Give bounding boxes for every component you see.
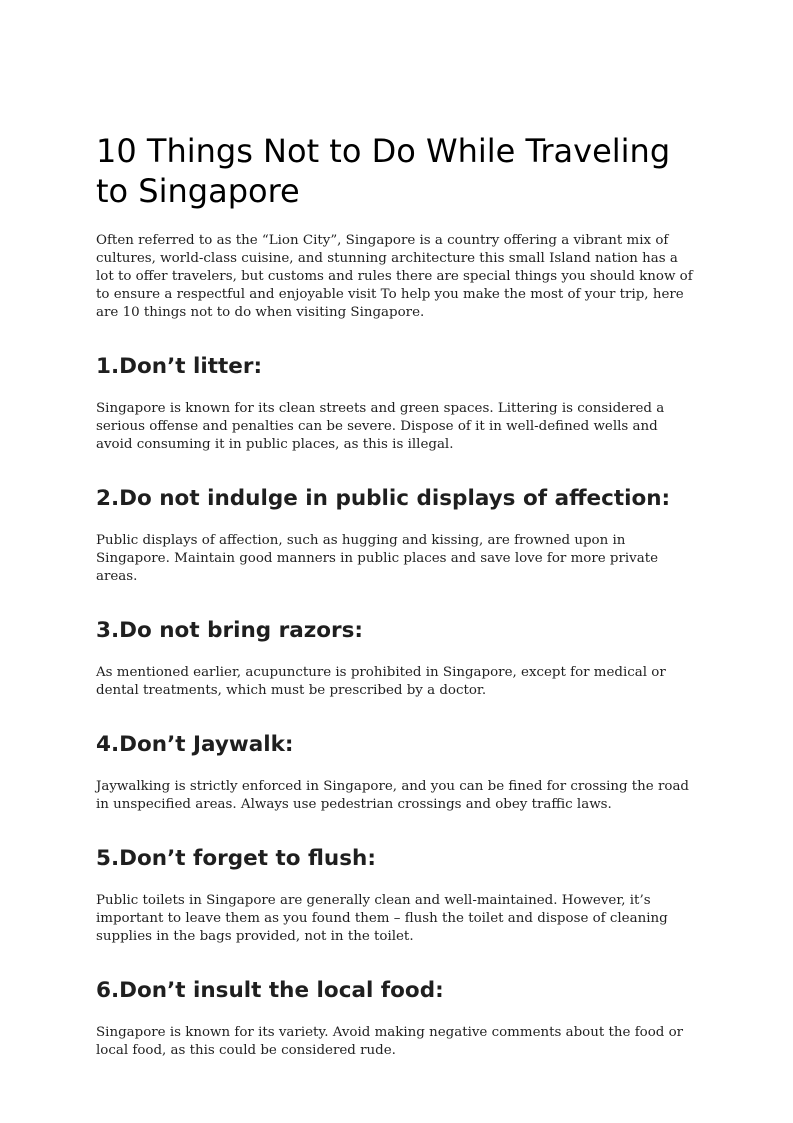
section-1 — [96, 354, 696, 454]
section-4 — [96, 732, 696, 814]
section-heading-text: Don’t Jaywalk: — [119, 732, 294, 757]
section-number: 1. — [96, 354, 120, 379]
section-body: Public toilets in Singapore are generally clean and well-maintained. However, it’s important to leave them as you found them – flush the toilet and dispose of cleaning supplies in the bags provided, not in the toilet. — [96, 893, 668, 944]
section-body: Singapore is known for its variety. Avoid making negative comments about the food or local food, as this could be considered rude. — [96, 1025, 684, 1058]
section-6 — [96, 978, 696, 1060]
section-heading-text: Do not indulge in public displays of affection: — [119, 486, 671, 511]
section-body: Jaywalking is strictly enforced in Singapore, and you can be fined for crossing the road in unspecified areas. Always use pedestrian crossings and obey traffic laws. — [96, 779, 690, 812]
section-heading — [96, 486, 696, 512]
section-number: 6. — [96, 978, 120, 1003]
section-heading — [96, 978, 696, 1004]
section-2 — [96, 486, 696, 586]
page-title: 10 Things Not to Do While Traveling to Singapore — [96, 132, 671, 210]
section-number: 5. — [96, 846, 120, 871]
section-heading-text: Don’t insult the local food: — [119, 978, 444, 1003]
section-heading — [96, 354, 696, 380]
section-heading-text: Don’t litter: — [119, 354, 263, 379]
section-number: 2. — [96, 486, 120, 511]
intro-paragraph: Often referred to as the “Lion City”, Singapore is a country offering a vibrant mix of cultures, world-class cuisine, and stunning architecture this small Island nation has a lot to offer travelers, but customs and rules there are special things you should know of to ensure a respectful and enjoyable visit To help you make the most of your trip, here are 10 things not to do when visiting Singapore. — [96, 233, 693, 320]
section-number: 3. — [96, 618, 120, 643]
section-heading — [96, 618, 696, 644]
section-body: As mentioned earlier, acupuncture is prohibited in Singapore, except for medical or dental treatments, which must be prescribed by a doctor. — [96, 665, 666, 698]
section-body: Public displays of affection, such as hugging and kissing, are frowned upon in Singapore. Maintain good manners in public places and save love for more private areas. — [96, 533, 659, 584]
section-heading — [96, 732, 696, 758]
document-page — [96, 131, 696, 1060]
section-heading — [96, 846, 696, 872]
section-heading-text: Do not bring razors: — [119, 618, 364, 643]
section-3 — [96, 618, 696, 700]
section-body: Singapore is known for its clean streets and green spaces. Littering is considered a serious offense and penalties can be severe. Dispose of it in well-defined wells and avoid consuming it in public places, as this is illegal. — [96, 401, 665, 452]
section-5 — [96, 846, 696, 946]
section-number: 4. — [96, 732, 120, 757]
section-heading-text: Don’t forget to flush: — [119, 846, 376, 871]
